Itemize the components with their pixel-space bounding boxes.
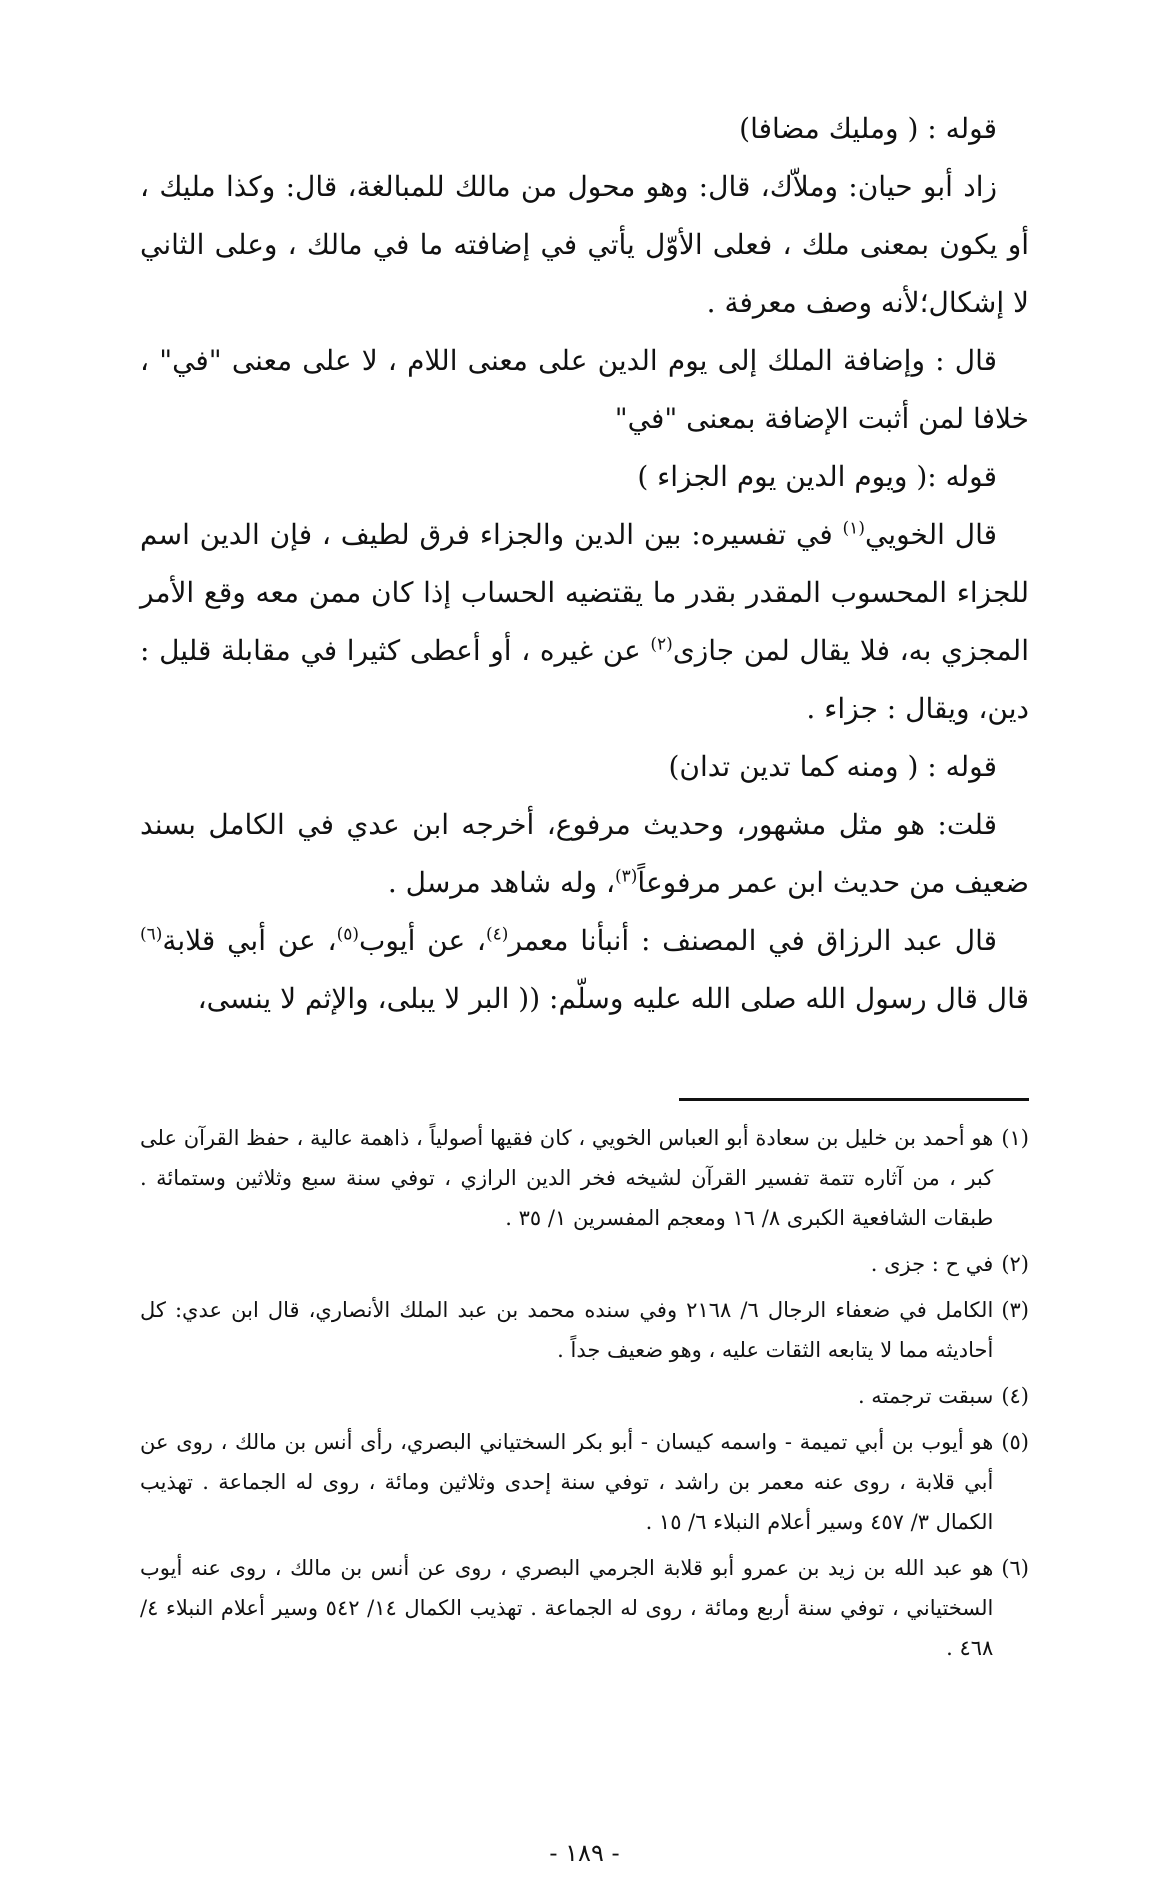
text-span: قال عبد الرزاق في المصنف : أنبأنا معمر: [508, 924, 998, 957]
paragraph-abd-al-razzaq: [140, 912, 1029, 1028]
text-span: قلت: هو مثل مشهور، وحديث مرفوع، أخرجه ابن عدي في الكامل بسند ضعيف من حديث ابن عمر مرفوعاً: [140, 808, 1029, 899]
footnote-text: سبقت ترجمته .: [857, 1384, 994, 1408]
footnote-text: الكامل في ضعفاء الرجال ٦/ ٢١٦٨ وفي سنده محمد بن عبد الملك الأنصاري، قال ابن عدي: كل أحاديثه مما لا يتابعه الثقات عليه ، وهو ضعيف جداً .: [140, 1298, 994, 1362]
footnote-2: [140, 1244, 1029, 1284]
footnote-1: [140, 1118, 1029, 1238]
paragraph-idafa: قال : وإضافة الملك إلى يوم الدين على معنى اللام ، لا على معنى "في" ، خلافا لمن أثبت الإضافة بمعنى "في": [140, 344, 1029, 435]
footnote-text: في ح : جزى .: [870, 1252, 994, 1276]
paragraph-ibn-adi: [140, 796, 1029, 912]
footnote-number: (٥): [1001, 1430, 1029, 1454]
footnote-6: [140, 1548, 1029, 1668]
paragraph-quote-3: قوله : ( ومنه كما تدين تدان): [668, 750, 997, 783]
footnote-ref-4: (٤): [485, 924, 509, 945]
footnotes: [140, 1118, 1029, 1674]
footnote-ref-5: (٥): [336, 924, 359, 945]
footnote-number: (٦): [1001, 1556, 1029, 1580]
footnote-separator: [679, 1098, 1029, 1101]
footnote-5: [140, 1422, 1029, 1542]
footnote-text: هو أحمد بن خليل بن سعادة أبو العباس الخويي ، كان فقيها أصولياً ، ذاهمة عالية ، حفظ القرآن على كبر ، من آثاره تتمة تفسير القرآن لشيخه فخر الدين الرازي ، توفي سنة سبع وثلاثين وستمائة . طبقات الشافعية الكبرى ٨/ ١٦ ومعجم المفسرين ١/ ٣٥ .: [140, 1126, 994, 1230]
paragraph-quote-2: قوله :( ويوم الدين يوم الجزاء ): [637, 460, 997, 493]
text-span: قال قال رسول الله صلى الله عليه وسلّم: (( البر لا يبلى، والإثم لا ينسى،: [197, 982, 1029, 1015]
text-span: ، عن أبي قلابة: [162, 924, 337, 957]
footnote-number: (٣): [1001, 1298, 1029, 1322]
paragraph-quote-1: قوله : ( ومليك مضافا): [739, 112, 997, 145]
main-text: [140, 100, 1029, 1028]
footnote-4: [140, 1376, 1029, 1416]
footnote-ref-6: (٦): [140, 924, 163, 945]
footnote-ref-2: (٢): [650, 634, 673, 655]
footnote-text: هو عبد الله بن زيد بن عمرو أبو قلابة الجرمي البصري ، روى عن أنس بن مالك ، روى عنه أيوب السختياني ، توفي سنة أربع ومائة ، روى له الجماعة . تهذيب الكمال ١٤/ ٥٤٢ وسير أعلام النبلاء ٤/ ٤٦٨ .: [140, 1556, 994, 1660]
footnote-number: (٢): [1001, 1252, 1029, 1276]
footnote-3: [140, 1290, 1029, 1370]
footnote-number: (١): [1001, 1126, 1029, 1150]
paragraph-khuwayyi: [140, 506, 1029, 738]
text-span: قال الخويي: [864, 518, 998, 551]
text-span: عن غيره ، أو أعطى كثيرا في مقابلة قليل : دين، ويقال : جزاء .: [140, 634, 1029, 725]
footnote-ref-3: (٣): [614, 866, 638, 887]
text-span: ، عن أيوب: [359, 924, 486, 957]
footnote-text: هو أيوب بن أبي تميمة - واسمه كيسان - أبو بكر السختياني البصري، رأى أنس بن مالك ، روى عن أبي قلابة ، روى عنه معمر بن راشد ، توفي سنة إحدى وثلاثين ومائة ، روى له الجماعة . تهذيب الكمال ٣/ ٤٥٧ وسير أعلام النبلاء ٦/ ١٥ .: [140, 1430, 994, 1534]
paragraph-abu-hayyan: زاد أبو حيان: وملاّك، قال: وهو محول من مالك للمبالغة، قال: وكذا مليك ، أو يكون بمعنى ملك ، فعلى الأوّل يأتي في إضافته ما في مالك ، وعلى الثاني لا إشكال؛لأنه وصف معرفة .: [140, 170, 1029, 319]
text-span: ، وله شاهد مرسل .: [387, 866, 615, 899]
text-span: في تفسيره: بين الدين والجزاء فرق لطيف ، فإن الدين اسم للجزاء المحسوب المقدر بقدر ما يقتضيه الحساب إذا كان ممن معه وقع الأمر المجزي به، فلا يقال لمن جازى: [140, 518, 1029, 667]
page-number: - ١٨٩ -: [549, 1839, 620, 1867]
footnote-number: (٤): [1001, 1384, 1029, 1408]
footnote-ref-1: (١): [842, 518, 865, 539]
